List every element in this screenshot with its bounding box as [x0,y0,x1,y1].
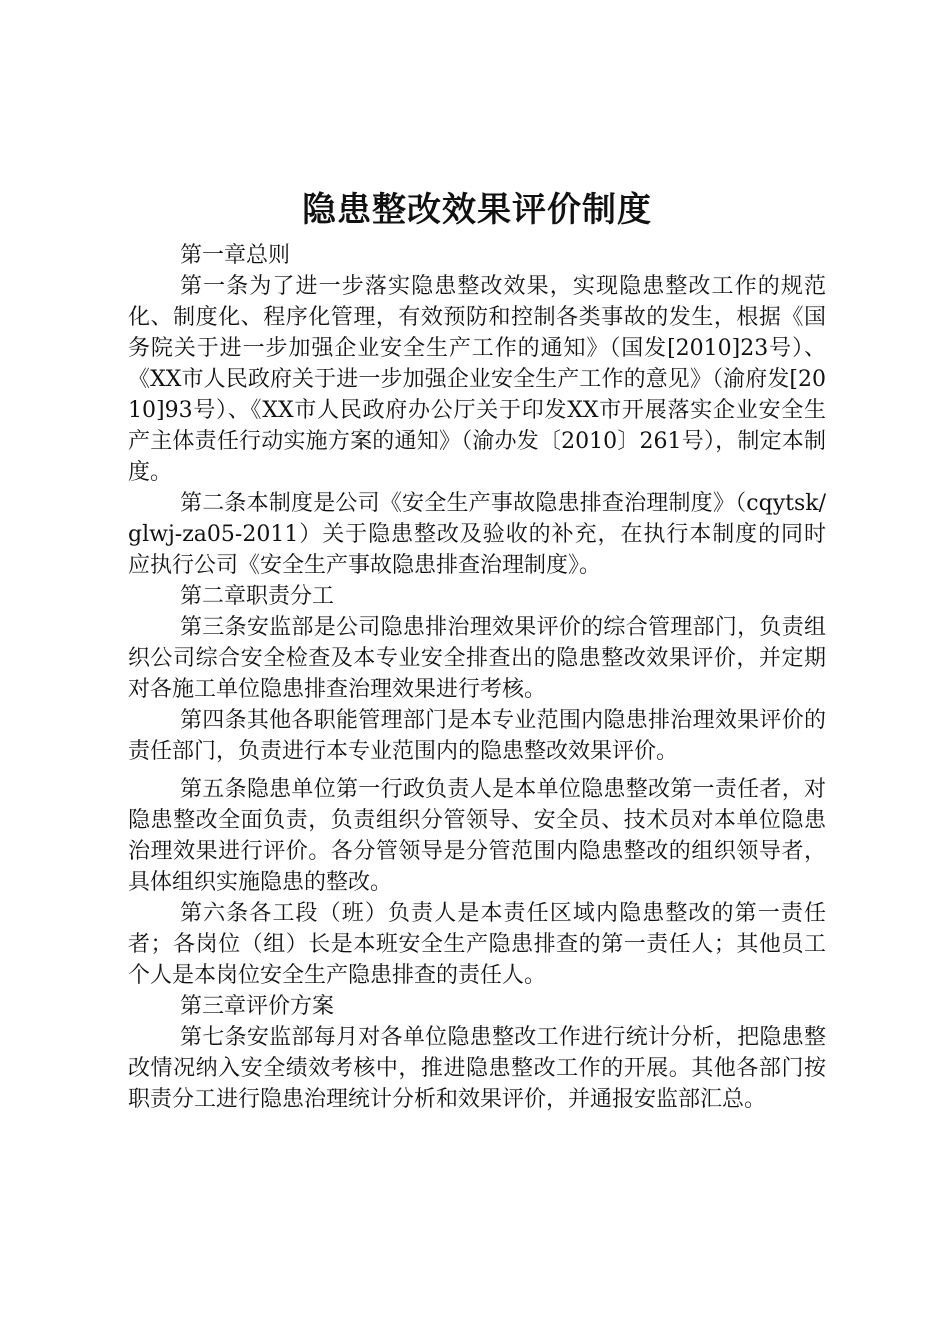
document-title: 隐患整改效果评价制度 [302,190,652,230]
chapter-heading-1: 第一章总则 [180,243,291,268]
article-1: 第一条为了进一步落实隐患整改效果，实现隐患整改工作的规范化、制度化、程序化管理，有效预防和控制各类事故的发生，根据《国务院关于进一步加强企业安全生产工作的通知》（国发[2010]23号）、《XX市人民政府关于进一步加强企业安全生产工作的意见》（渝府发[2010]93号）、《XX市人民政府办公厅关于印发XX市开展落实企业安全生产主体责任行动实施方案的通知》（渝办发〔2010〕261号），制定本制度。 [128,274,826,485]
article-2: 第二条本制度是公司《安全生产事故隐患排查治理制度》（cqytsk/glwj-za05-2011）关于隐患整改及验收的补充，在执行本制度的同时应执行公司《安全生产事故隐患排查治理制度》。 [128,491,826,578]
chapter-heading-3: 第三章评价方案 [180,994,335,1019]
article-6: 第六条各工段（班）负责人是本责任区域内隐患整改的第一责任者；各岗位（组）长是本班安全生产隐患排查的第一责任人；其他员工个人是本岗位安全生产隐患排查的责任人。 [128,901,826,988]
document-body [128,186,826,1115]
article-3: 第三条安监部是公司隐患排治理效果评价的综合管理部门，负责组织公司综合安全检查及本专业安全排查出的隐患整改效果评价，并定期对各施工单位隐患排查治理效果进行考核。 [128,615,826,702]
chapter-heading-2: 第二章职责分工 [180,584,335,609]
article-4: 第四条其他各职能管理部门是本专业范围内隐患排治理效果评价的责任部门，负责进行本专业范围内的隐患整改效果评价。 [128,708,826,764]
article-7: 第七条安监部每月对各单位隐患整改工作进行统计分析，把隐患整改情况纳入安全绩效考核中，推进隐患整改工作的开展。其他各部门按职责分工进行隐患治理统计分析和效果评价，并通报安监部汇总。 [128,1025,826,1112]
article-5: 第五条隐患单位第一行政负责人是本单位隐患整改第一责任者，对隐患整改全面负责，负责组织分管领导、安全员、技术员对本单位隐患治理效果进行评价。各分管领导是分管范围内隐患整改的组织领导者，具体组织实施隐患的整改。 [128,777,826,895]
